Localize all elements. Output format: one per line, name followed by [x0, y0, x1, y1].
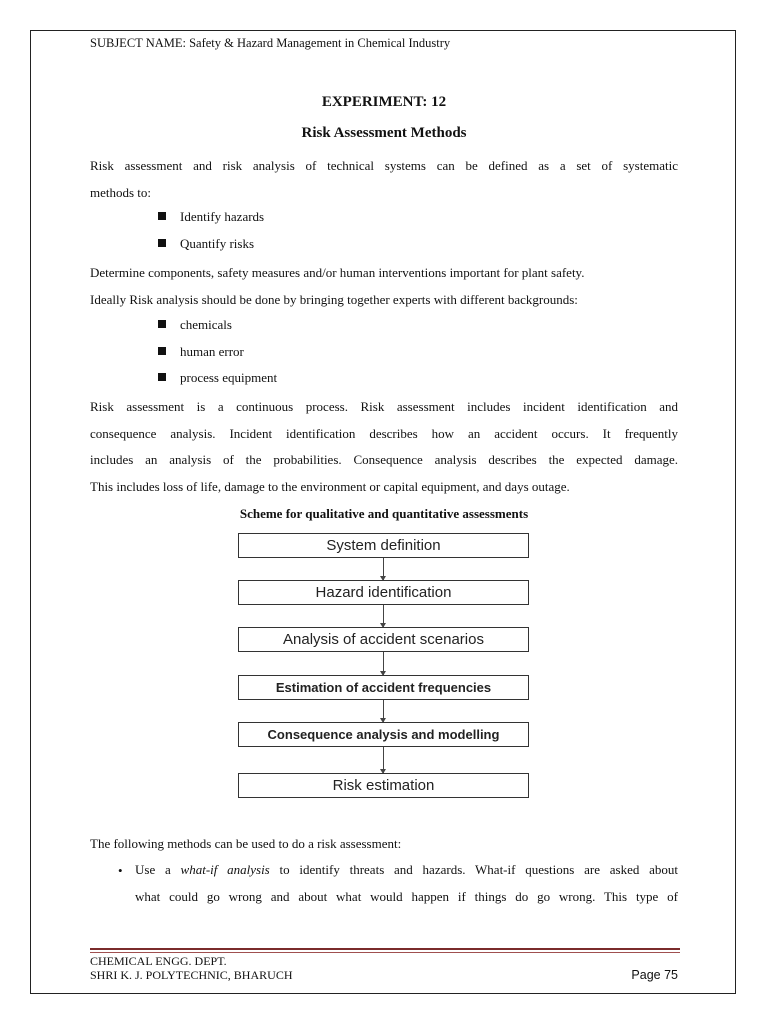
- footer-institute: SHRI K. J. POLYTECHNIC, BHARUCH: [90, 968, 293, 982]
- flow-step-accident-frequencies: Estimation of accident frequencies: [238, 675, 529, 700]
- text-line: The following methods can be used to do a risk assessment:: [90, 836, 402, 851]
- text-line: Ideally Risk analysis should be done by bringing together experts with different backgrounds:: [90, 291, 578, 307]
- square-bullet-icon: [158, 239, 166, 247]
- flow-step-accident-scenarios: Analysis of accident scenarios: [238, 627, 529, 652]
- footer-divider: [90, 948, 680, 950]
- down-arrow-icon: [383, 605, 384, 627]
- flow-step-hazard-identification: Hazard identification: [238, 580, 529, 605]
- down-arrow-icon: [383, 747, 384, 773]
- flow-step-system-definition: System definition: [238, 533, 529, 558]
- flow-step-consequence-analysis: Consequence analysis and modelling: [238, 722, 529, 747]
- footer-left: [90, 954, 292, 982]
- footer-dept: CHEMICAL ENGG. DEPT.: [90, 954, 227, 968]
- footer-divider: [90, 952, 680, 953]
- text-line: Risk assessment and risk analysis of technical systems can be defined as a set of systematic: [90, 158, 678, 173]
- text-line: consequence analysis. Incident identification describes how an accident occurs. It frequently: [90, 425, 678, 441]
- text-line: what could go wrong and about what would happen if things do go wrong. This type of: [135, 888, 678, 904]
- flow-step-risk-estimation: Risk estimation: [238, 773, 529, 798]
- list-item: process equipment: [158, 370, 277, 386]
- square-bullet-icon: [158, 347, 166, 355]
- text-line: Use a what-if analysis to identify threats and hazards. What-if questions are asked about: [135, 862, 678, 877]
- methods-intro: [90, 831, 678, 858]
- risk-assessment-paragraph: [90, 394, 678, 500]
- list-item: chemicals: [158, 317, 232, 333]
- text-line: methods to:: [90, 184, 152, 200]
- text-line: This includes loss of life, damage to the environment or capital equipment, and days outage.: [90, 478, 570, 494]
- intro-paragraph: [90, 153, 678, 206]
- square-bullet-icon: [158, 373, 166, 381]
- section-title: Risk Assessment Methods: [301, 125, 467, 141]
- down-arrow-icon: [383, 700, 384, 722]
- square-bullet-icon: [158, 320, 166, 328]
- what-if-paragraph: [135, 857, 678, 910]
- list-item: human error: [158, 344, 244, 360]
- square-bullet-icon: [158, 212, 166, 220]
- list-item: Identify hazards: [158, 209, 264, 225]
- scheme-title: Scheme for qualitative and quantitative assessments: [239, 506, 529, 521]
- text-line: Risk assessment is a continuous process. Risk assessment includes incident identification and: [90, 399, 678, 414]
- down-arrow-icon: [383, 652, 384, 675]
- down-arrow-icon: [383, 558, 384, 580]
- list-item: Quantify risks: [158, 236, 254, 252]
- text-line: Determine components, safety measures and/or human interventions important for plant safety.: [90, 265, 585, 280]
- components-paragraph: [90, 260, 678, 313]
- page-number: Page 75: [631, 968, 678, 982]
- round-bullet-icon: •: [118, 863, 123, 878]
- subject-header: SUBJECT NAME: Safety & Hazard Management in Chemical Industry: [90, 36, 451, 50]
- experiment-title: EXPERIMENT: 12: [321, 94, 447, 110]
- text-line: includes an analysis of the probabilities. Consequence analysis describes the expected damage.: [90, 452, 678, 467]
